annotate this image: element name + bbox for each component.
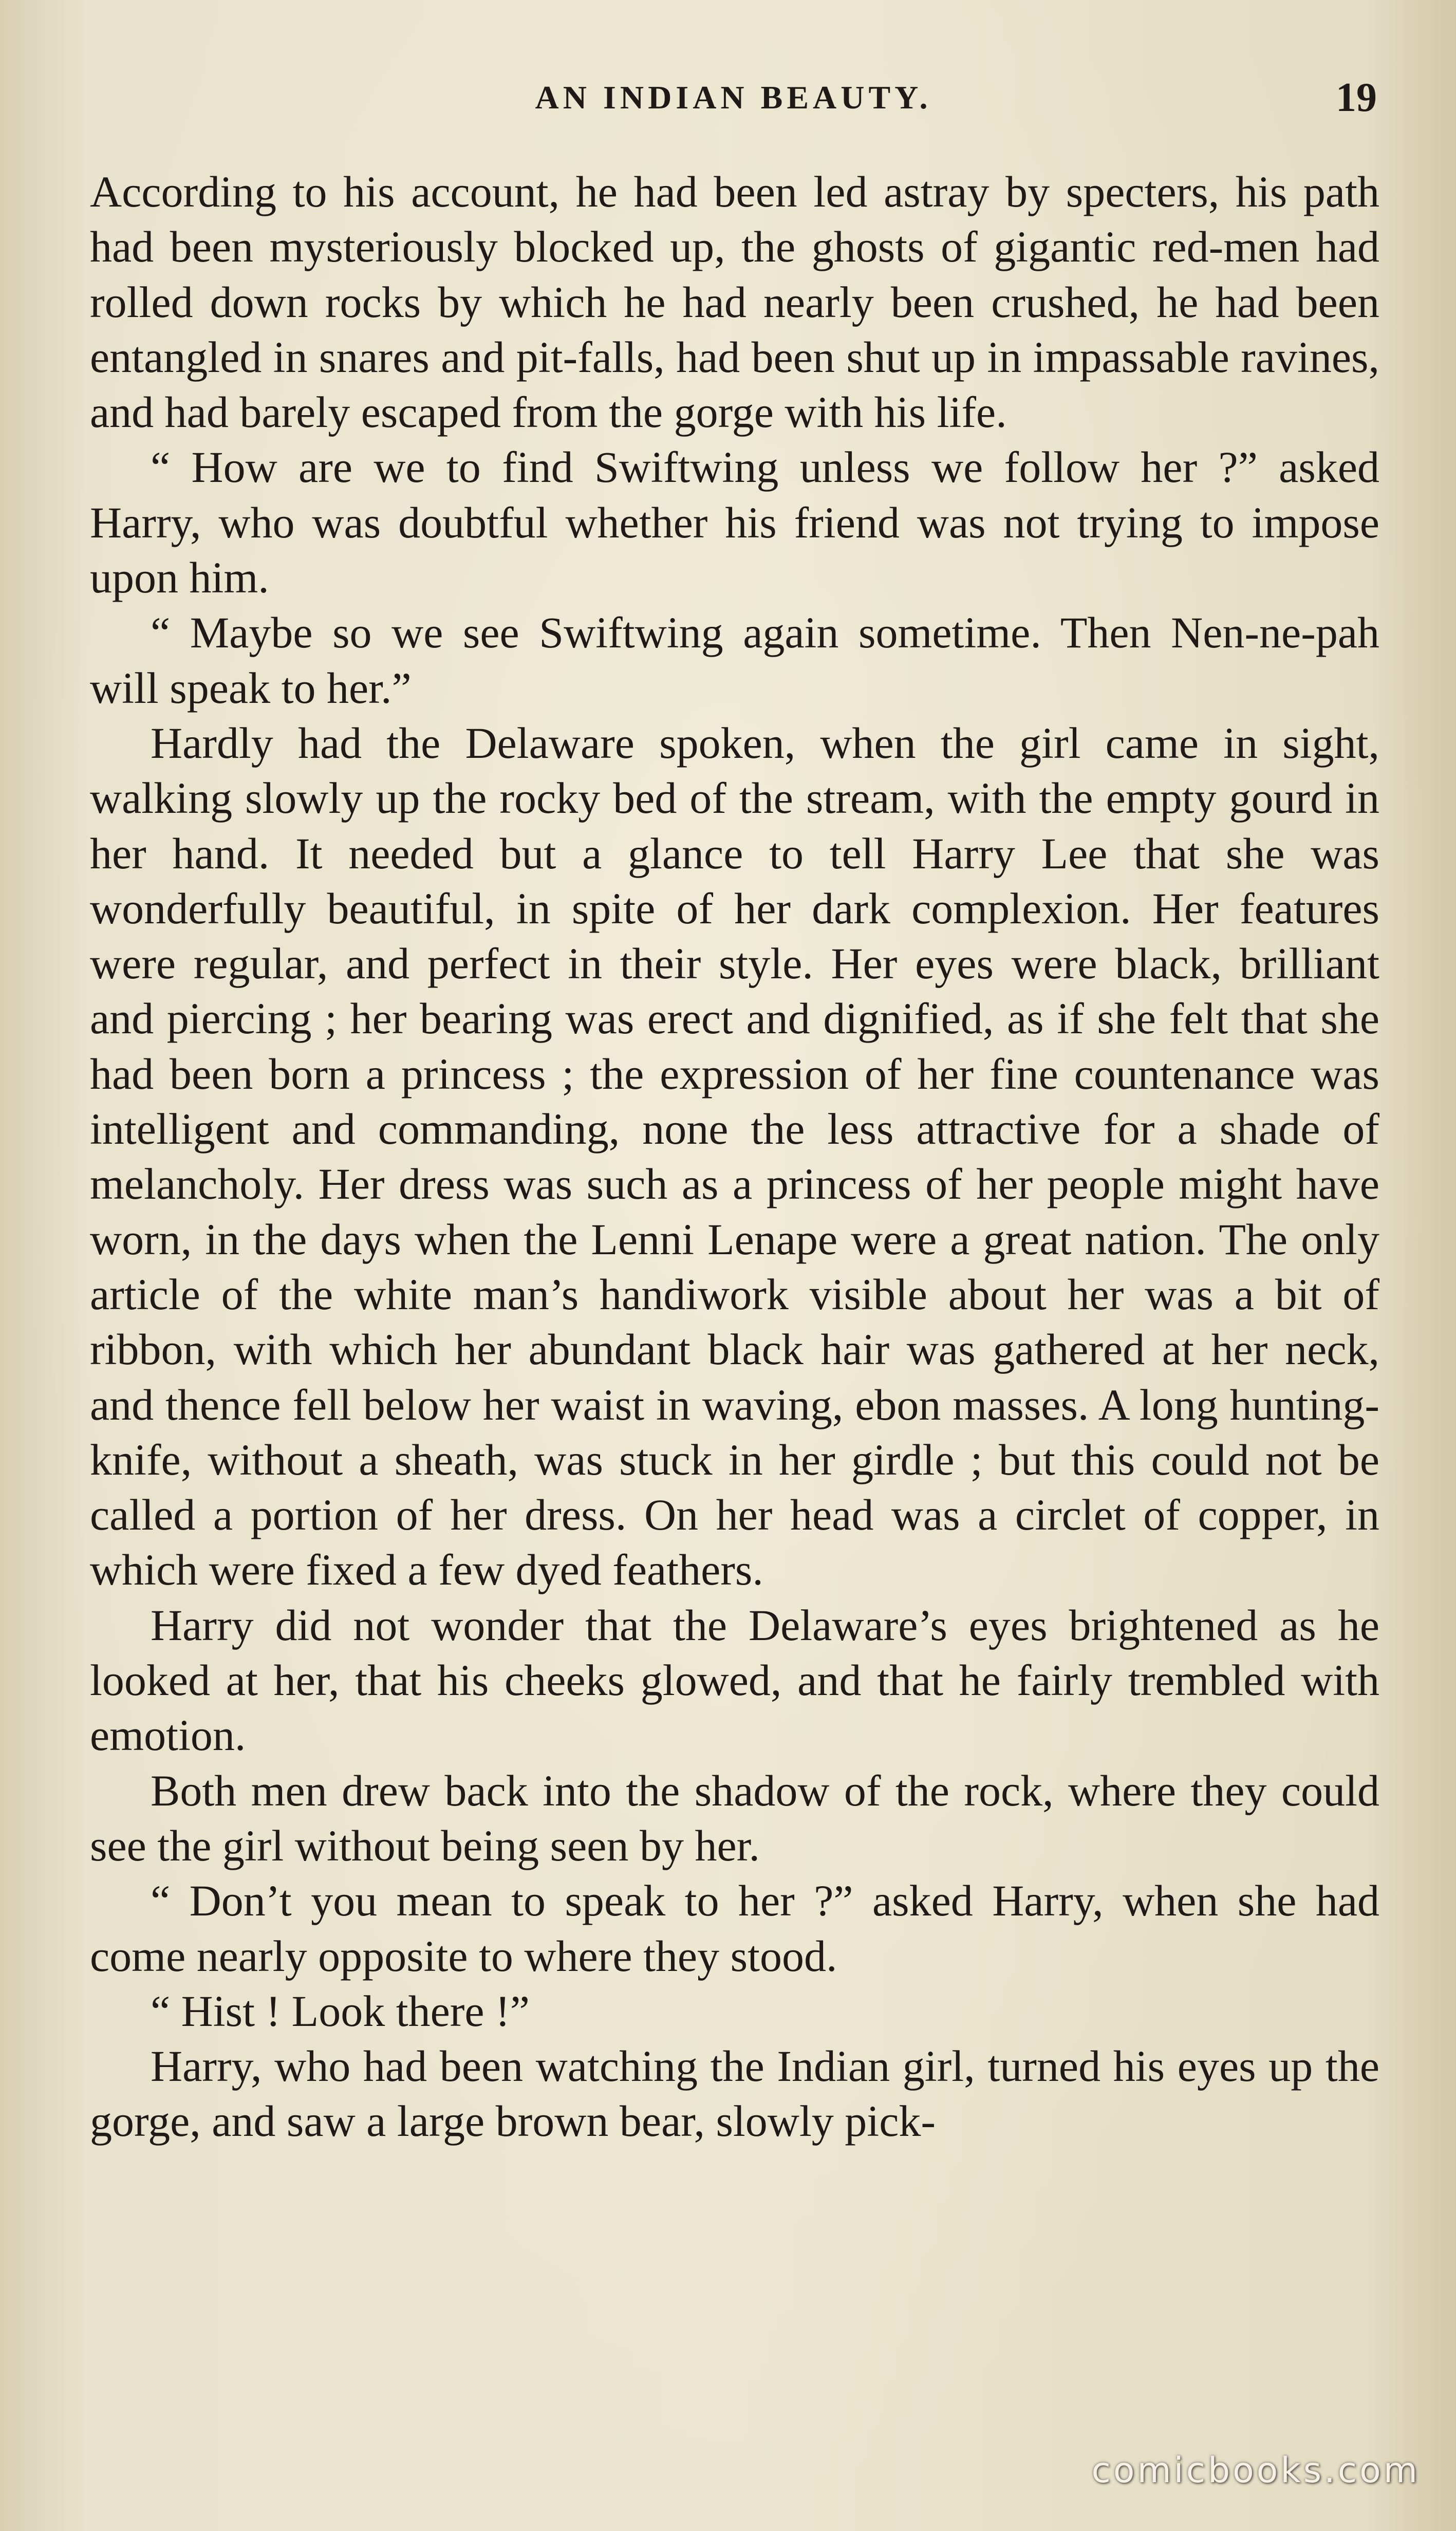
paragraph-9: Harry, who had been watching the Indian girl, turned his eyes up the gorge, and saw a large brown bear, slowly pick- — [90, 2041, 1379, 2146]
paragraph-5: Harry did not wonder that the Delaware’s eyes brightened as he looked at her, that his cheeks glowed, and that he fairly trembled with emotion. — [90, 1600, 1379, 1760]
page-number: 19 — [1336, 75, 1377, 120]
body-text — [90, 164, 1379, 2149]
page-header — [90, 72, 1377, 128]
paragraph-7: “ Don’t you mean to speak to her ?” asked Harry, when she had come nearly opposite to where they stood. — [90, 1876, 1379, 1981]
watermark: comicbooks.com — [1091, 2450, 1420, 2491]
running-title: AN INDIAN BEAUTY. — [535, 79, 932, 116]
paragraph-6: Both men drew back into the shadow of the rock, where they could see the girl without being seen by her. — [90, 1765, 1379, 1870]
paragraph-4: Hardly had the Delaware spoken, when the girl came in sight, walking slowly up the rocky bed of the stream, with the empty gourd in her hand. It needed but a glance to tell Harry Lee that she was wonderfully beautiful, in spite of her dark complexion. Her features were regular, and perfect in their style. Her eyes were black, brilliant and piercing ; her bearing was erect and dignified, as if she felt that she had been born a princess ; the expression of her fine countenance was intelligent and commanding, none the less attractive for a shade of melancholy. Her dress was such as a princess of her people might have worn, in the days when the Lenni Lenape were a great nation. The only article of the white man’s handiwork visible about her was a bit of ribbon, with which her abundant black hair was gathered at her neck, and thence fell below her waist in waving, ebon masses. A long hunting-knife, without a sheath, was stuck in her girdle ; but this could not be called a portion of her dress. On her head was a circlet of copper, in which were fixed a few dyed feathers. — [90, 718, 1379, 1595]
paragraph-3: “ Maybe so we see Swiftwing again sometime. Then Nen-ne-pah will speak to her.” — [90, 608, 1379, 713]
paragraph-8: “ Hist ! Look there !” — [151, 1986, 530, 2036]
paragraph-2: “ How are we to find Swiftwing unless we follow her ?” asked Harry, who was doubtful whether his friend was not trying to impose upon him. — [90, 442, 1379, 603]
paragraph-1: According to his account, he had been led astray by specters, his path had been mysteriously blocked up, the ghosts of gigantic red-men had rolled down rocks by which he had nearly been crushed, he had been entangled in snares and pit-falls, had been shut up in impassable ravines, and had barely escaped from the gorge with his life. — [90, 167, 1379, 437]
